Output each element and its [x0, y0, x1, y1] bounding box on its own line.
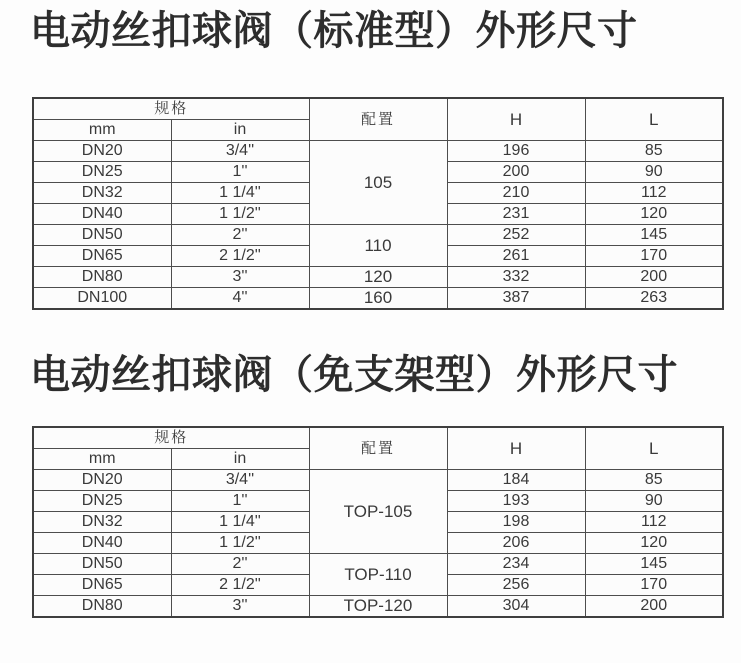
cell-in: 3'': [171, 596, 309, 618]
cell-in: 2'': [171, 225, 309, 246]
cell-l: 145: [585, 554, 723, 575]
table-row: [33, 596, 723, 618]
header-config: 配置: [309, 427, 447, 470]
header-mm: mm: [33, 449, 171, 470]
cell-in: 2 1/2'': [171, 246, 309, 267]
standard-valve-table: [32, 97, 724, 310]
cell-l: 263: [585, 288, 723, 310]
cell-config: 110: [309, 225, 447, 267]
cell-l: 85: [585, 470, 723, 491]
cell-h: 234: [447, 554, 585, 575]
cell-mm: DN65: [33, 575, 171, 596]
cell-l: 90: [585, 162, 723, 183]
cell-in: 1 1/4'': [171, 183, 309, 204]
cell-mm: DN20: [33, 141, 171, 162]
table-row: [33, 470, 723, 491]
cell-mm: DN32: [33, 183, 171, 204]
cell-h: 196: [447, 141, 585, 162]
header-spec: 规格: [33, 427, 309, 449]
bracket-free-valve-title: 电动丝扣球阀（免支架型）外形尺寸: [30, 353, 678, 397]
cell-h: 256: [447, 575, 585, 596]
cell-h: 184: [447, 470, 585, 491]
cell-in: 1'': [171, 491, 309, 512]
cell-in: 1 1/4'': [171, 512, 309, 533]
header-mm: mm: [33, 120, 171, 141]
cell-in: 3'': [171, 267, 309, 288]
table-row: [33, 225, 723, 246]
cell-mm: DN32: [33, 512, 171, 533]
cell-h: 193: [447, 491, 585, 512]
cell-h: 261: [447, 246, 585, 267]
cell-l: 170: [585, 575, 723, 596]
bracket-free-valve-table: [32, 426, 724, 618]
cell-l: 145: [585, 225, 723, 246]
cell-config: TOP-105: [309, 470, 447, 554]
cell-config: 160: [309, 288, 447, 310]
cell-config: 120: [309, 267, 447, 288]
cell-l: 200: [585, 596, 723, 618]
table-row: [33, 288, 723, 310]
cell-in: 2 1/2'': [171, 575, 309, 596]
table-row: [33, 554, 723, 575]
cell-mm: DN100: [33, 288, 171, 310]
valve-spec-sheet: [0, 6, 741, 663]
cell-in: 4'': [171, 288, 309, 310]
cell-l: 120: [585, 204, 723, 225]
header-h: H: [447, 427, 585, 470]
cell-config: TOP-110: [309, 554, 447, 596]
cell-in: 1 1/2'': [171, 533, 309, 554]
cell-h: 252: [447, 225, 585, 246]
header-config: 配置: [309, 98, 447, 141]
cell-l: 112: [585, 183, 723, 204]
cell-in: 1 1/2'': [171, 204, 309, 225]
cell-l: 112: [585, 512, 723, 533]
table-row: [33, 141, 723, 162]
cell-l: 90: [585, 491, 723, 512]
header-h: H: [447, 98, 585, 141]
cell-mm: DN40: [33, 533, 171, 554]
header-l: L: [585, 98, 723, 141]
standard-valve-title: 电动丝扣球阀（标准型）外形尺寸: [30, 9, 638, 53]
table-header-row-1: [33, 98, 723, 120]
cell-config: 105: [309, 141, 447, 225]
header-spec: 规格: [33, 98, 309, 120]
cell-h: 210: [447, 183, 585, 204]
table-header-row-1: [33, 427, 723, 449]
cell-h: 200: [447, 162, 585, 183]
table-row: [33, 267, 723, 288]
cell-mm: DN25: [33, 162, 171, 183]
cell-in: 3/4'': [171, 141, 309, 162]
cell-mm: DN40: [33, 204, 171, 225]
cell-mm: DN80: [33, 267, 171, 288]
cell-in: 3/4'': [171, 470, 309, 491]
cell-in: 2'': [171, 554, 309, 575]
cell-l: 85: [585, 141, 723, 162]
cell-mm: DN80: [33, 596, 171, 618]
cell-config: TOP-120: [309, 596, 447, 618]
cell-h: 387: [447, 288, 585, 310]
cell-l: 170: [585, 246, 723, 267]
cell-l: 120: [585, 533, 723, 554]
cell-h: 206: [447, 533, 585, 554]
cell-mm: DN50: [33, 554, 171, 575]
cell-mm: DN25: [33, 491, 171, 512]
cell-h: 332: [447, 267, 585, 288]
header-in: in: [171, 120, 309, 141]
header-in: in: [171, 449, 309, 470]
cell-mm: DN65: [33, 246, 171, 267]
cell-h: 198: [447, 512, 585, 533]
cell-h: 231: [447, 204, 585, 225]
header-l: L: [585, 427, 723, 470]
cell-h: 304: [447, 596, 585, 618]
cell-mm: DN50: [33, 225, 171, 246]
cell-l: 200: [585, 267, 723, 288]
cell-mm: DN20: [33, 470, 171, 491]
cell-in: 1'': [171, 162, 309, 183]
